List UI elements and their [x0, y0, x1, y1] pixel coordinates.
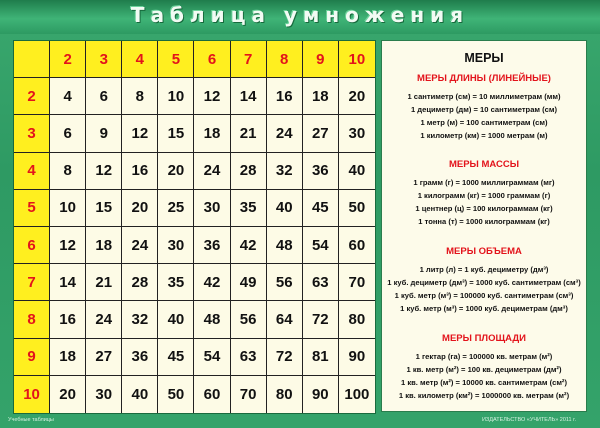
- product-cell: 32: [122, 301, 158, 338]
- product-cell: 28: [231, 153, 267, 190]
- product-cell: 10: [50, 190, 86, 227]
- product-cell: 14: [50, 264, 86, 301]
- product-cell: 72: [303, 301, 339, 338]
- product-cell: 60: [339, 227, 375, 264]
- product-cell: 27: [86, 339, 122, 376]
- length-heading: МЕРЫ ДЛИНЫ (ЛИНЕЙНЫЕ): [417, 73, 551, 84]
- measure-line: 1 метр (м) = 100 сантиметрам (см): [420, 118, 548, 127]
- product-cell: 18: [86, 227, 122, 264]
- measure-line: 1 куб. дециметр (дм³) = 1000 куб. сантиметрам (см³): [387, 278, 581, 287]
- product-cell: 32: [267, 153, 303, 190]
- product-cell: 15: [158, 115, 194, 152]
- product-cell: 27: [303, 115, 339, 152]
- product-cell: 18: [194, 115, 230, 152]
- product-cell: 6: [50, 115, 86, 152]
- product-cell: 12: [122, 115, 158, 152]
- column-header-cell: 3: [86, 41, 122, 78]
- product-cell: 42: [194, 264, 230, 301]
- row-header-cell: 5: [14, 190, 50, 227]
- product-cell: 16: [50, 301, 86, 338]
- product-cell: 100: [339, 376, 375, 413]
- product-cell: 50: [158, 376, 194, 413]
- product-cell: 60: [194, 376, 230, 413]
- measure-line: 1 грамм (г) = 1000 миллиграммам (мг): [413, 178, 555, 187]
- column-header-cell: 10: [339, 41, 375, 78]
- measure-line: 1 сантиметр (см) = 10 миллиметрам (мм): [407, 92, 561, 101]
- product-cell: 18: [303, 78, 339, 115]
- row-header-cell: 10: [14, 376, 50, 413]
- product-cell: 35: [231, 190, 267, 227]
- measure-line: 1 дециметр (дм) = 10 сантиметрам (см): [410, 105, 558, 114]
- product-cell: 54: [194, 339, 230, 376]
- title-bar: [0, 0, 600, 34]
- product-cell: 30: [194, 190, 230, 227]
- measure-line: 1 куб. метр (м³) = 1000 куб. дециметрам (дм³): [400, 304, 568, 313]
- product-cell: 20: [339, 78, 375, 115]
- product-cell: 28: [122, 264, 158, 301]
- product-cell: 30: [86, 376, 122, 413]
- product-cell: 64: [267, 301, 303, 338]
- measures-panel: [381, 40, 587, 412]
- product-cell: 90: [303, 376, 339, 413]
- product-cell: 63: [303, 264, 339, 301]
- product-cell: 24: [122, 227, 158, 264]
- product-cell: 81: [303, 339, 339, 376]
- column-header-cell: 6: [194, 41, 230, 78]
- product-cell: 21: [231, 115, 267, 152]
- product-cell: 70: [339, 264, 375, 301]
- row-header-cell: 8: [14, 301, 50, 338]
- product-cell: 30: [339, 115, 375, 152]
- multiplication-table: [13, 40, 376, 414]
- product-cell: 80: [267, 376, 303, 413]
- product-cell: 35: [158, 264, 194, 301]
- column-header-cell: 5: [158, 41, 194, 78]
- product-cell: 63: [231, 339, 267, 376]
- mass-heading: МЕРЫ МАССЫ: [448, 159, 520, 170]
- product-cell: 25: [158, 190, 194, 227]
- measure-line: 1 килограмм (кг) = 1000 граммам (г): [417, 191, 551, 200]
- product-cell: 48: [194, 301, 230, 338]
- product-cell: 16: [122, 153, 158, 190]
- column-header-cell: 8: [267, 41, 303, 78]
- product-cell: 30: [158, 227, 194, 264]
- product-cell: 12: [50, 227, 86, 264]
- product-cell: 48: [267, 227, 303, 264]
- product-cell: 20: [50, 376, 86, 413]
- product-cell: 15: [86, 190, 122, 227]
- product-cell: 8: [122, 78, 158, 115]
- product-cell: 54: [303, 227, 339, 264]
- product-cell: 18: [50, 339, 86, 376]
- volume-heading: МЕРЫ ОБЪЕМА: [446, 246, 522, 257]
- product-cell: 56: [267, 264, 303, 301]
- measure-line: 1 куб. метр (м³) = 100000 куб. сантиметрам (см³): [394, 291, 574, 300]
- product-cell: 8: [50, 153, 86, 190]
- product-cell: 50: [339, 190, 375, 227]
- product-cell: 45: [158, 339, 194, 376]
- product-cell: 16: [267, 78, 303, 115]
- product-cell: 49: [231, 264, 267, 301]
- footer-series: Учебные таблицы: [8, 417, 54, 423]
- row-header-cell: 7: [14, 264, 50, 301]
- product-cell: 45: [303, 190, 339, 227]
- product-cell: 80: [339, 301, 375, 338]
- product-cell: 4: [50, 78, 86, 115]
- area-heading: МЕРЫ ПЛОЩАДИ: [442, 333, 526, 344]
- product-cell: 70: [231, 376, 267, 413]
- row-header-cell: 3: [14, 115, 50, 152]
- product-cell: 24: [267, 115, 303, 152]
- measure-line: 1 гектар (га) = 100000 кв. метрам (м²): [415, 352, 553, 361]
- product-cell: 10: [158, 78, 194, 115]
- column-header-cell: 4: [122, 41, 158, 78]
- product-cell: 12: [194, 78, 230, 115]
- measure-line: 1 тонна (т) = 1000 килограммам (кг): [418, 217, 550, 226]
- measures-title: МЕРЫ: [464, 51, 504, 65]
- measure-line: 1 центнер (ц) = 100 килограммам (кг): [415, 204, 553, 213]
- row-header-cell: 4: [14, 153, 50, 190]
- product-cell: 21: [86, 264, 122, 301]
- product-cell: 9: [86, 115, 122, 152]
- product-cell: 36: [122, 339, 158, 376]
- product-cell: 36: [303, 153, 339, 190]
- product-cell: 20: [122, 190, 158, 227]
- product-cell: 36: [194, 227, 230, 264]
- product-cell: 40: [158, 301, 194, 338]
- product-cell: 40: [122, 376, 158, 413]
- measure-line: 1 километр (км) = 1000 метрам (м): [420, 131, 548, 140]
- product-cell: 72: [267, 339, 303, 376]
- row-header-cell: 2: [14, 78, 50, 115]
- product-cell: 24: [86, 301, 122, 338]
- measure-line: 1 кв. километр (км²) = 1000000 кв. метрам (м²): [398, 391, 570, 400]
- product-cell: 56: [231, 301, 267, 338]
- product-cell: 24: [194, 153, 230, 190]
- row-header-cell: 6: [14, 227, 50, 264]
- column-header-cell: 9: [303, 41, 339, 78]
- table-grid: [14, 41, 375, 413]
- page-title: Таблица умножения: [130, 3, 470, 27]
- product-cell: 42: [231, 227, 267, 264]
- measure-line: 1 кв. метр (м²) = 100 кв. дециметрам (дм²): [406, 365, 562, 374]
- table-corner-cell: [14, 41, 50, 78]
- product-cell: 40: [267, 190, 303, 227]
- column-header-cell: 7: [231, 41, 267, 78]
- product-cell: 90: [339, 339, 375, 376]
- product-cell: 40: [339, 153, 375, 190]
- row-header-cell: 9: [14, 339, 50, 376]
- measure-line: 1 кв. метр (м²) = 10000 кв. сантиметрам (см²): [401, 378, 567, 387]
- product-cell: 6: [86, 78, 122, 115]
- column-header-cell: 2: [50, 41, 86, 78]
- product-cell: 12: [86, 153, 122, 190]
- footer-publisher: ИЗДАТЕЛЬСТВО «УЧИТЕЛЬ» 2011 г.: [481, 417, 576, 423]
- measure-line: 1 литр (л) = 1 куб. дециметру (дм³): [419, 265, 549, 274]
- product-cell: 20: [158, 153, 194, 190]
- product-cell: 14: [231, 78, 267, 115]
